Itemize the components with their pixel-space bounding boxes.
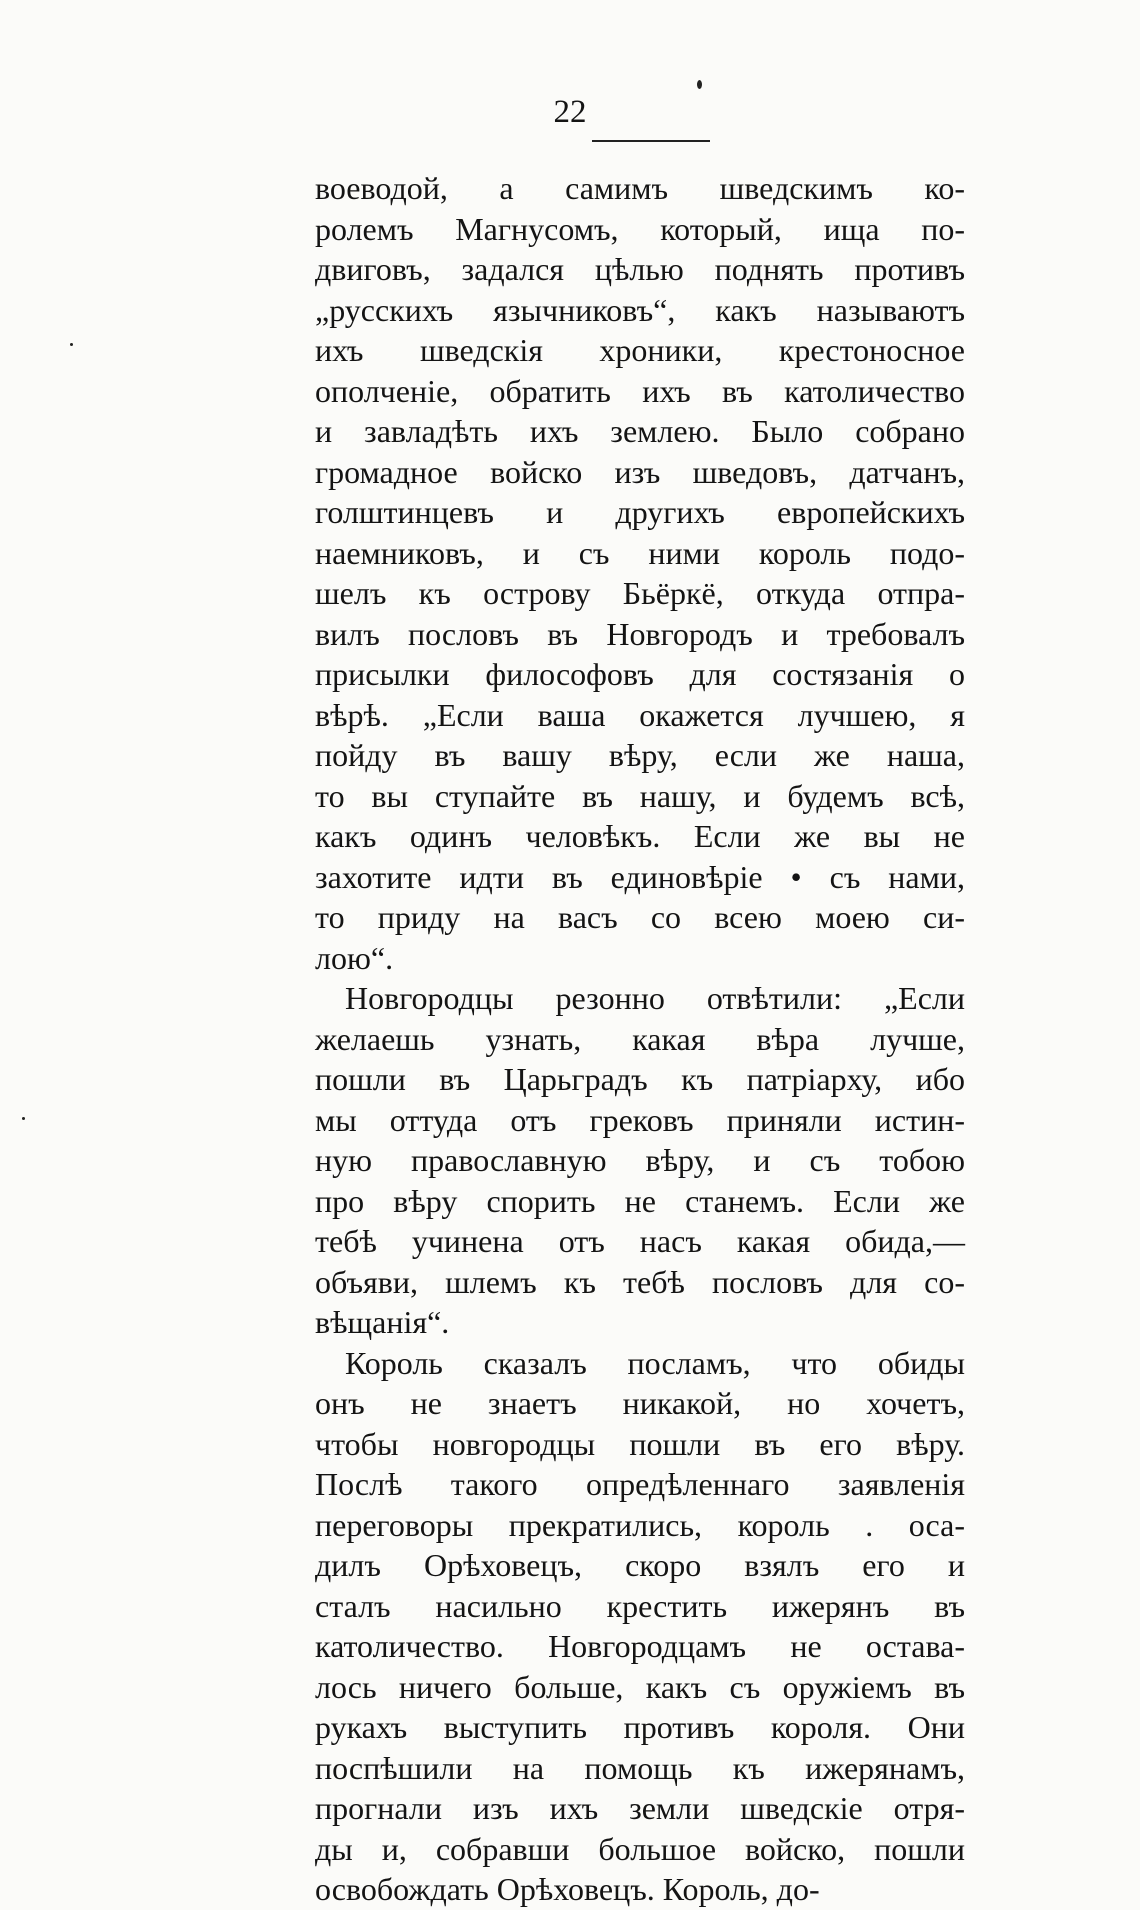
text-line: громадное войско изъ шведовъ, датчанъ, [315,453,965,490]
ink-speck [697,80,702,89]
paragraph [315,1343,965,1910]
text-line: воеводой, а самимъ шведскимъ ко- [315,170,965,206]
paragraph [315,168,965,978]
text-line: дилъ Орѣховецъ, скоро взялъ его и [315,1547,965,1583]
text-line: наемниковъ, и съ ними король подо- [315,534,965,571]
text-line: поспѣшили на помощь къ ижерянамъ, [315,1749,965,1786]
text-line: Король сказалъ посламъ, что обиды [345,1344,965,1381]
paragraph [315,978,965,1343]
text-line: вилъ пословъ въ Новгородъ и требовалъ [315,615,965,652]
text-line: лось ничего больше, какъ съ оружіемъ въ [315,1668,965,1705]
text-line: переговоры прекратились, король . оса- [315,1506,965,1543]
text-line: освобождать Орѣховецъ. Король, до- [315,1871,820,1907]
text-line: голштинцевъ и другихъ европейскихъ [315,494,965,530]
text-line: пойду въ вашу вѣру, если же наша, [315,737,965,773]
text-line: присылки философовъ для состязанія о [315,656,965,692]
ink-speck [22,1117,25,1120]
text-line: ную православную вѣру, и съ тобою [315,1142,965,1178]
text-line: желаешь узнать, какая вѣра лучше, [315,1020,965,1057]
text-line: онъ не знаетъ никакой, но хочетъ, [315,1385,965,1421]
text-line: пошли въ Царьградъ къ патріарху, ибо [315,1061,965,1097]
text-line: вѣщанія“. [315,1304,450,1340]
text-line: рукахъ выступить противъ короля. Они [315,1709,965,1745]
text-line: то приду на васъ со всею моею си- [315,899,965,935]
page-number: 22 [553,94,587,130]
text-line: прогнали изъ ихъ земли шведскіе отря- [315,1790,965,1826]
text-line: то вы ступайте въ нашу, и будемъ всѣ, [315,777,965,814]
text-line: объяви, шлемъ къ тебѣ пословъ для со- [315,1263,965,1300]
text-line: шелъ къ острову Бьёркё, откуда отпра- [315,575,965,611]
text-line: захотите идти въ единовѣріе • съ нами, [315,858,965,895]
text-line: ды и, собравши большое войско, пошли [315,1830,965,1867]
text-line: ихъ шведскія хроники, крестоносное [315,332,965,368]
text-line: и завладѣть ихъ землею. Было собрано [315,413,965,449]
page-number-rule [592,140,710,142]
text-line: вѣрѣ. „Если ваша окажется лучшею, я [315,696,965,733]
text-line: лою“. [315,939,394,976]
text-line: какъ одинъ человѣкъ. Если же вы не [315,818,965,854]
text-line: двиговъ, задался цѣлью поднять противъ [315,251,965,287]
text-line: Новгородцы резонно отвѣтили: „Если [345,980,965,1016]
text-line: Послѣ такого опредѣленнаго заявленія [315,1466,965,1502]
text-line: ролемъ Магнусомъ, который, ища по- [315,210,965,247]
text-line: ополченіе, обратить ихъ въ католичество [315,372,965,409]
text-line: „русскихъ язычниковъ“, какъ называютъ [315,291,965,328]
text-line: тебѣ учинена отъ насъ какая обида,— [315,1223,965,1259]
text-line: чтобы новгородцы пошли въ его вѣру. [315,1425,965,1462]
ink-speck [70,343,73,346]
text-line: мы оттуда отъ грековъ приняли истин- [315,1101,965,1138]
text-line: сталъ насильно крестить ижерянъ въ [315,1587,965,1624]
body-text [315,168,965,1910]
text-line: католичество. Новгородцамъ не остава- [315,1628,965,1664]
text-line: про вѣру спорить не станемъ. Если же [315,1182,965,1219]
